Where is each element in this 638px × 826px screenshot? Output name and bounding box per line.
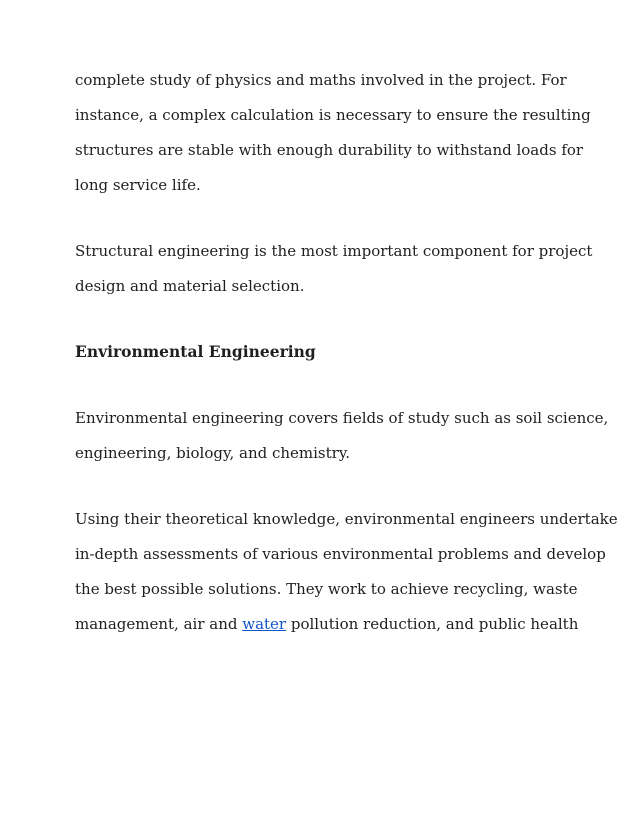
text-line: Environmental engineering covers fields of study such as soil science, [75,409,609,427]
text-segment: management, air and [75,615,243,633]
text-line: Structural engineering is the most important component for project [75,242,593,260]
text-line: engineering, biology, and chemistry. [75,444,351,462]
text-line: design and material selection. [75,277,305,295]
paragraph-environmental-fields [75,408,609,463]
text-segment: pollution reduction, and public health [286,615,579,633]
paragraph-environmental-engineers [75,509,618,634]
text-line: instance, a complex calculation is necessary to ensure the resulting [75,106,591,124]
paragraph-structural-importance [75,241,595,296]
text-line: the best possible solutions. They work to achieve recycling, waste [75,580,578,598]
text-line-with-link [75,614,595,634]
text-line: long service life. [75,176,201,194]
section-heading: Environmental Engineering [75,342,316,361]
document-page [75,70,618,634]
paragraph-structural-details [75,70,595,195]
water-link[interactable]: water [242,615,287,633]
text-line: Using their theoretical knowledge, environmental engineers undertake [75,510,618,528]
text-line: complete study of physics and maths involved in the project. For [75,71,567,89]
text-line: structures are stable with enough durability to withstand loads for [75,141,584,159]
text-line: in-depth assessments of various environmental problems and develop [75,545,606,563]
